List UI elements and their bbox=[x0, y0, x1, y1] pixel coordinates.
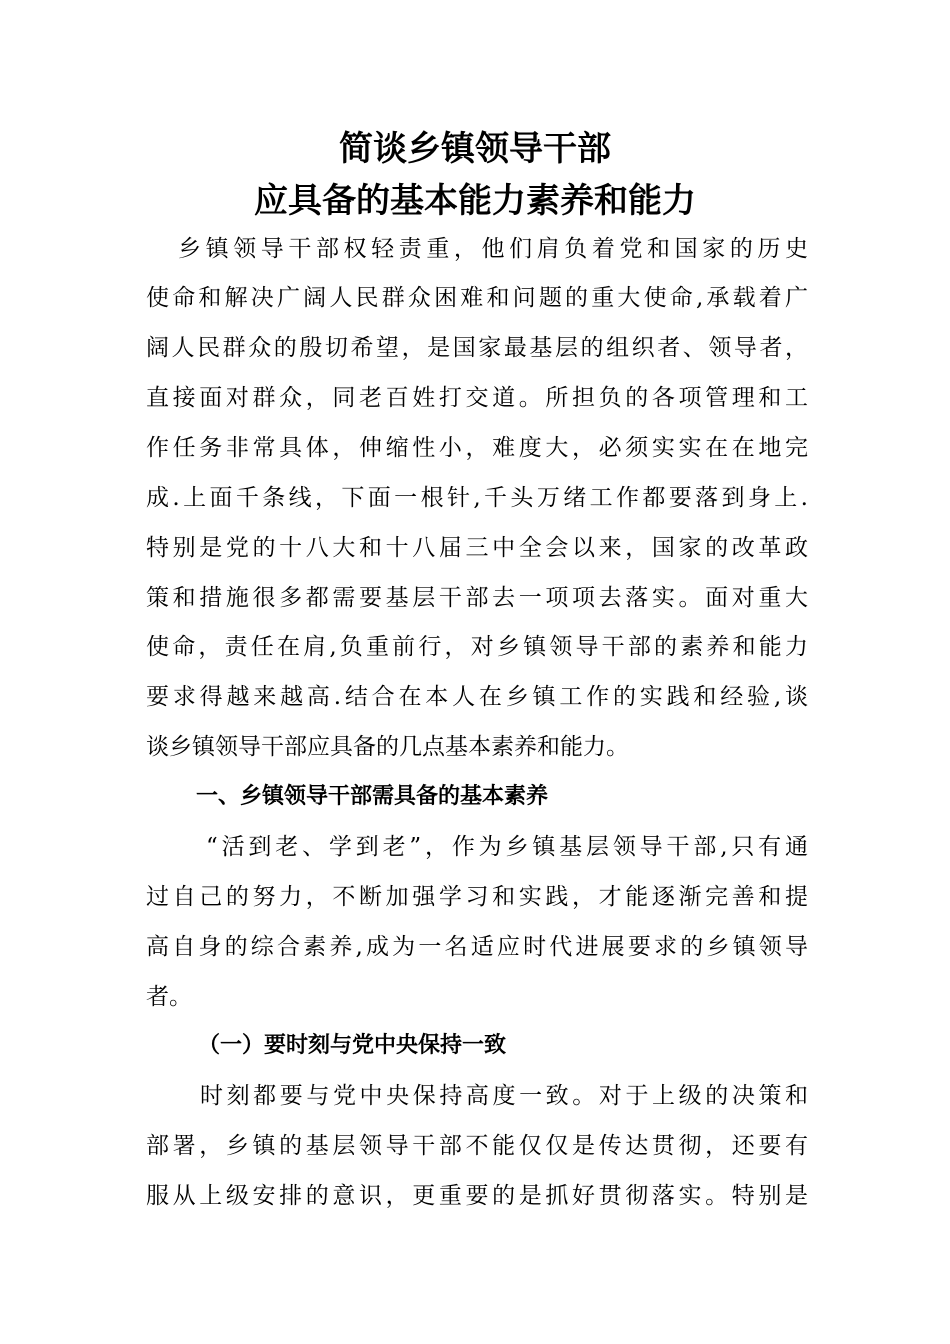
paragraph-line: 时刻都要与党中央保持高度一致。对于上级的决策和 bbox=[200, 1083, 808, 1109]
paragraph-line: 者。 bbox=[146, 984, 192, 1010]
paragraph-line: 策和措施很多都需要基层干部去一项项去落实。面对重大 bbox=[146, 585, 808, 611]
document-title-line-1: 简谈乡镇领导干部 bbox=[339, 129, 611, 169]
paragraph-line: 直接面对群众，同老百姓打交道。所担负的各项管理和工 bbox=[146, 385, 808, 411]
paragraph-line: 部署，乡镇的基层领导干部不能仅仅是传达贯彻，还要有 bbox=[146, 1133, 808, 1159]
paragraph-line: 使命和解决广阔人民群众困难和问题的重大使命,承载着广 bbox=[146, 285, 808, 311]
paragraph-line: 成.上面千条线，下面一根针,千头万绪工作都要落到身上. bbox=[146, 485, 808, 511]
paragraph-line: 乡镇领导干部权轻责重，他们肩负着党和国家的历史 bbox=[178, 236, 808, 262]
paragraph-line: “活到老、学到老”，作为乡镇基层领导干部,只有通 bbox=[206, 834, 808, 860]
paragraph-line: 过自己的努力，不断加强学习和实践，才能逐渐完善和提 bbox=[146, 884, 808, 910]
subsection-heading: （一）要时刻与党中央保持一致 bbox=[198, 1033, 507, 1058]
paragraph-line: 谈乡镇领导干部应具备的几点基本素养和能力。 bbox=[146, 734, 629, 760]
paragraph-line: 作任务非常具体，伸缩性小，难度大，必须实实在在地完 bbox=[146, 435, 808, 461]
document-title-line-2: 应具备的基本能力素养和能力 bbox=[254, 181, 696, 221]
section-heading: 一、乡镇领导干部需具备的基本素养 bbox=[196, 784, 549, 809]
paragraph-line: 要求得越来越高.结合在本人在乡镇工作的实践和经验,谈 bbox=[146, 684, 808, 710]
paragraph-line: 特别是党的十八大和十八届三中全会以来，国家的改革政 bbox=[146, 535, 808, 561]
paragraph-line: 阔人民群众的殷切希望，是国家最基层的组织者、领导者， bbox=[146, 335, 808, 361]
paragraph-line: 服从上级安排的意识，更重要的是抓好贯彻落实。特别是 bbox=[146, 1183, 808, 1209]
paragraph-line: 使命，责任在肩,负重前行，对乡镇领导干部的素养和能力 bbox=[146, 634, 808, 660]
paragraph-line: 高自身的综合素养,成为一名适应时代进展要求的乡镇领导 bbox=[146, 934, 808, 960]
